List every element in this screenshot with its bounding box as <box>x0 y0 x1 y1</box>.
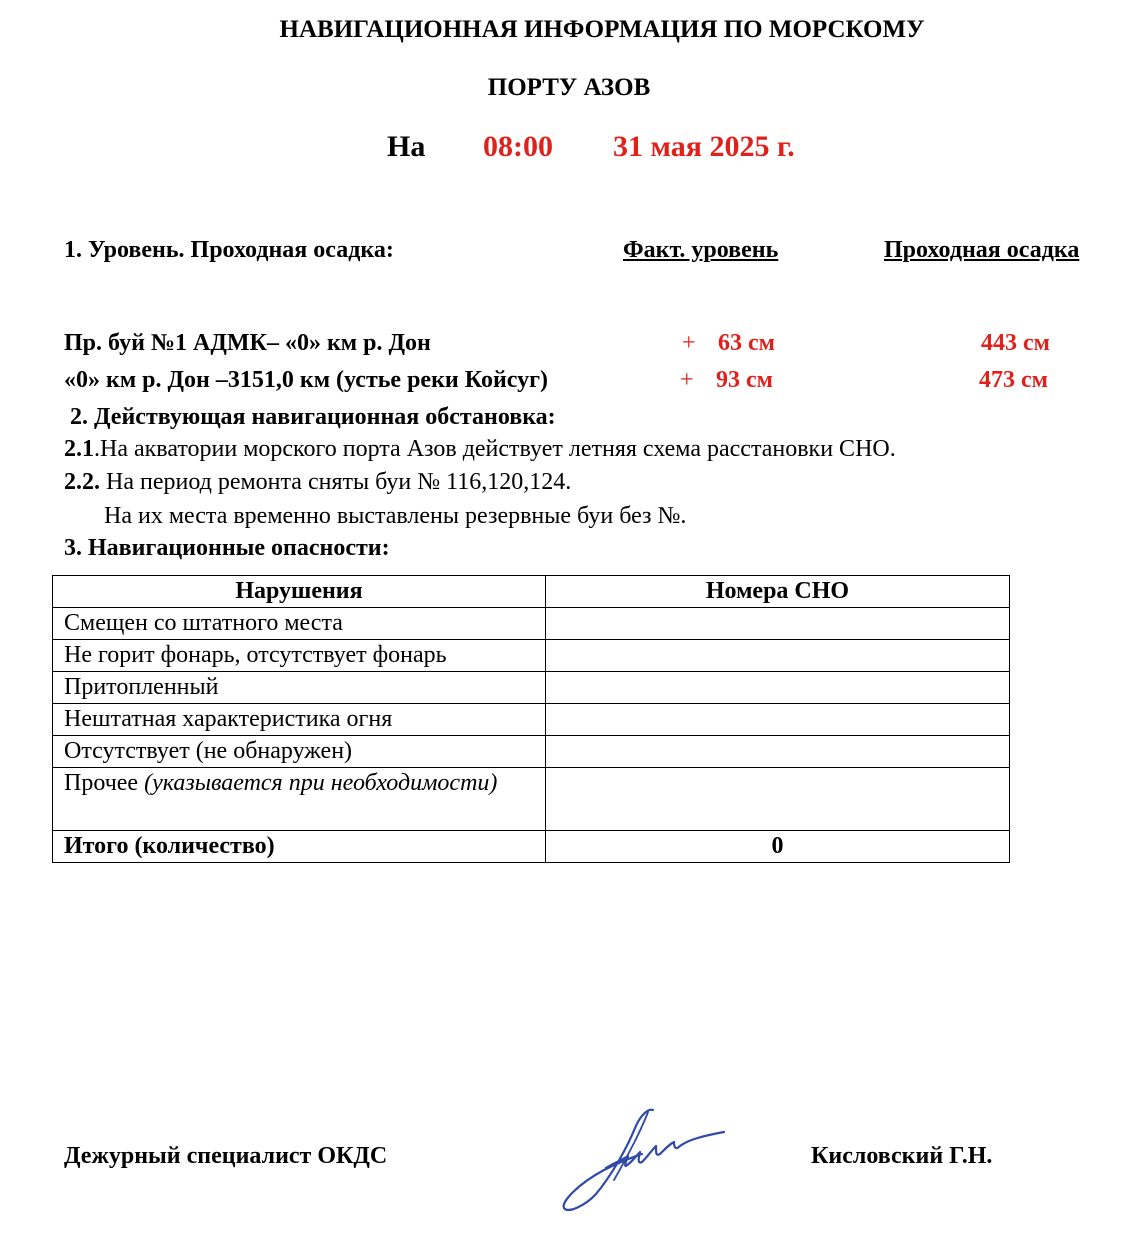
other-numbers <box>546 768 1010 831</box>
other-note: (указывается при необходимости) <box>144 770 498 796</box>
table-row <box>53 736 1010 768</box>
item-text: .На акватории морского порта Азов действует летняя схема расстановки СНО. <box>94 436 896 462</box>
section3-heading: 3. Навигационные опасности: <box>64 535 390 561</box>
violation-numbers <box>546 704 1010 736</box>
document-title-line1: НАВИГАЦИОННАЯ ИНФОРМАЦИЯ ПО МОРСКОМУ <box>279 16 925 43</box>
section2-item-2-1 <box>64 436 896 463</box>
fact-level-column-header: Факт. уровень <box>623 237 779 263</box>
table-row <box>53 640 1010 672</box>
section2-heading: 2. Действующая навигационная обстановка: <box>70 404 556 430</box>
level-row-1-value: 63 см <box>718 330 775 356</box>
table-row <box>53 672 1010 704</box>
item-number: 2.1 <box>64 436 94 462</box>
violation-label: Не горит фонарь, отсутствует фонарь <box>53 640 546 672</box>
table-row <box>53 704 1010 736</box>
section2-item-2-2 <box>64 469 571 496</box>
report-time: 08:00 <box>483 130 553 163</box>
total-value: 0 <box>546 831 1010 863</box>
other-label-cell <box>53 768 546 831</box>
violation-label: Отсутствует (не обнаружен) <box>53 736 546 768</box>
date-prefix: На <box>387 130 426 163</box>
document-title-line2: ПОРТУ АЗОВ <box>487 74 651 101</box>
table-row <box>53 608 1010 640</box>
total-label: Итого (количество) <box>53 831 546 863</box>
level-row-2-draft: 473 см <box>979 367 1048 393</box>
violation-numbers <box>546 672 1010 704</box>
violations-column-header: Нарушения <box>53 576 546 608</box>
level-row-1-name: Пр. буй №1 АДМК– «0» км р. Дон <box>64 330 431 356</box>
signer-position: Дежурный специалист ОКДС <box>64 1143 388 1169</box>
level-row-2-value: 93 см <box>716 367 773 393</box>
signature-image <box>556 1104 731 1216</box>
other-label: Прочее <box>64 770 145 796</box>
violation-label: Притопленный <box>53 672 546 704</box>
level-row-1-sign: + <box>682 330 696 356</box>
report-date: 31 мая 2025 г. <box>613 130 795 163</box>
level-row-2-name: «0» км р. Дон –3151,0 км (устье реки Койсуг) <box>64 367 548 393</box>
violation-label: Смещен со штатного места <box>53 608 546 640</box>
violation-numbers <box>546 608 1010 640</box>
item-number: 2.2. <box>64 469 100 495</box>
table-row-other <box>53 768 1010 831</box>
table-header-row <box>53 576 1010 608</box>
dangers-table <box>52 575 1010 863</box>
draft-column-header: Проходная осадка <box>884 237 1080 263</box>
table-total-row <box>53 831 1010 863</box>
violation-numbers <box>546 640 1010 672</box>
level-row-2-sign: + <box>680 367 694 393</box>
violation-numbers <box>546 736 1010 768</box>
numbers-column-header: Номера СНО <box>546 576 1010 608</box>
level-row-1-draft: 443 см <box>981 330 1050 356</box>
item-text: На период ремонта сняты буи № 116,120,124. <box>100 469 572 495</box>
violation-label: Нештатная характеристика огня <box>53 704 546 736</box>
signer-name: Кисловский Г.Н. <box>811 1143 993 1169</box>
section2-continuation: На их места временно выставлены резервные буи без №. <box>104 503 687 529</box>
section1-heading: 1. Уровень. Проходная осадка: <box>64 237 394 263</box>
